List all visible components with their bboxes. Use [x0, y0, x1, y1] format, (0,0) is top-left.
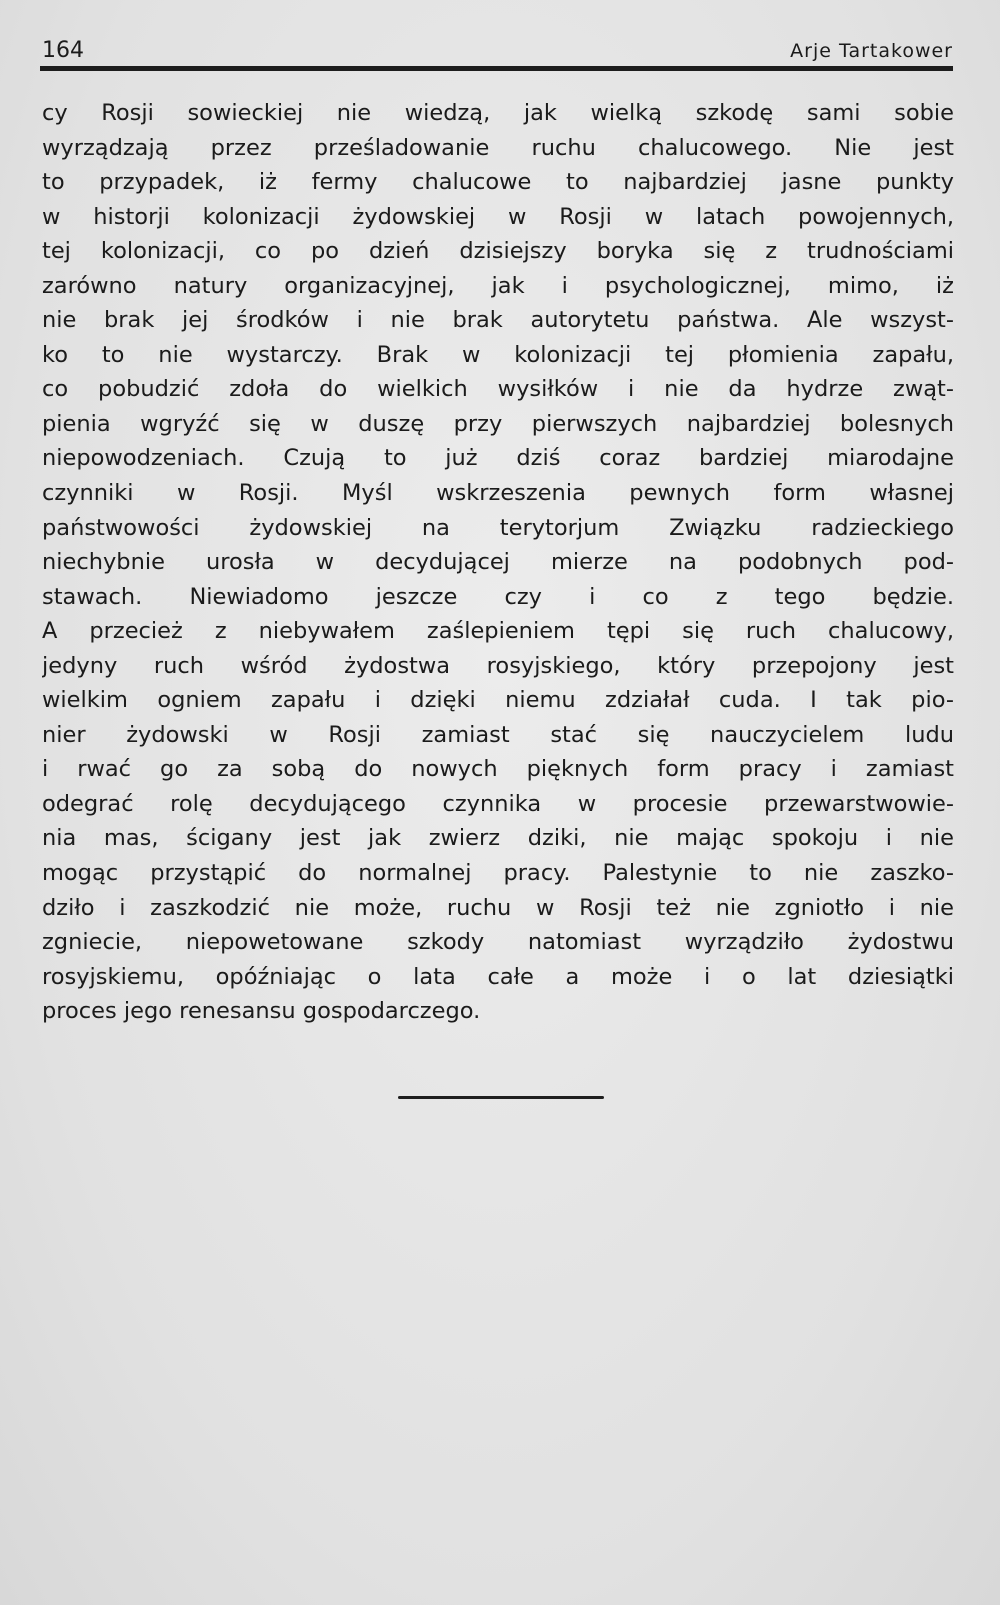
text-line: nie brak jej środków i nie brak autorytetu państwa. Ale wszyst-: [42, 307, 954, 334]
section-end-rule: [398, 1096, 604, 1099]
text-line: niechybnie urosła w decydującej mierze na podobnych pod-: [42, 549, 954, 576]
text-line: mogąc przystąpić do normalnej pracy. Palestynie to nie zaszko-: [42, 860, 954, 887]
header-rule: [40, 66, 953, 71]
text-line: wyrządzają przez prześladowanie ruchu chalucowego. Nie jest: [42, 134, 954, 161]
text-line: ko to nie wystarczy. Brak w kolonizacji tej płomienia zapału,: [42, 341, 954, 368]
text-line: cy Rosji sowieckiej nie wiedzą, jak wielką szkodę sami sobie: [42, 100, 954, 126]
text-line: nia mas, ścigany jest jak zwierz dziki, nie mając spokoju i nie: [42, 825, 954, 852]
text-line: państwowości żydowskiej na terytorjum Związku radzieckiego: [42, 514, 954, 541]
text-line: pienia wgryźć się w duszę przy pierwszych najbardziej bolesnych: [42, 410, 954, 437]
text-line: zgniecie, niepowetowane szkody natomiast wyrządziło żydostwu: [42, 929, 954, 956]
text-line: w historji kolonizacji żydowskiej w Rosji w latach powojennych,: [42, 203, 954, 230]
text-line: stawach. Niewiadomo jeszcze czy i co z tego będzie.: [42, 583, 954, 610]
text-line-last: proces jego renesansu gospodarczego.: [42, 998, 481, 1025]
text-line: niepowodzeniach. Czują to już dziś coraz bardziej miarodajne: [42, 445, 954, 472]
body-text: [42, 96, 954, 1029]
text-line: wielkim ogniem zapału i dzięki niemu zdziałał cuda. I tak pio-: [42, 687, 954, 714]
text-line: i rwać go za sobą do nowych pięknych form pracy i zamiast: [42, 756, 954, 783]
text-line: nier żydowski w Rosji zamiast stać się nauczycielem ludu: [42, 721, 954, 748]
text-line: tej kolonizacji, co po dzień dzisiejszy boryka się z trudnościami: [42, 238, 954, 265]
text-line: jedyny ruch wśród żydostwa rosyjskiego, który przepojony jest: [42, 652, 954, 679]
text-line: A przecież z niebywałem zaślepieniem tępi się ruch chalucowy,: [42, 618, 954, 645]
text-line: dziło i zaszkodzić nie może, ruchu w Rosji też nie zgniotło i nie: [42, 894, 954, 921]
text-line: czynniki w Rosji. Myśl wskrzeszenia pewnych form własnej: [42, 480, 954, 507]
running-head-author: Arje Tartakower: [790, 40, 953, 62]
text-line: co pobudzić zdoła do wielkich wysiłków i nie da hydrze zwąt-: [42, 376, 954, 403]
text-line: zarówno natury organizacyjnej, jak i psychologicznej, mimo, iż: [42, 272, 954, 299]
text-line: odegrać rolę decydującego czynnika w procesie przewarstwowie-: [42, 790, 954, 817]
page-header: [40, 34, 953, 70]
text-line: rosyjskiemu, opóźniając o lata całe a może i o lat dziesiątki: [42, 963, 954, 990]
page-number: 164: [42, 38, 84, 63]
text-line: to przypadek, iż fermy chalucowe to najbardziej jasne punkty: [42, 169, 954, 196]
